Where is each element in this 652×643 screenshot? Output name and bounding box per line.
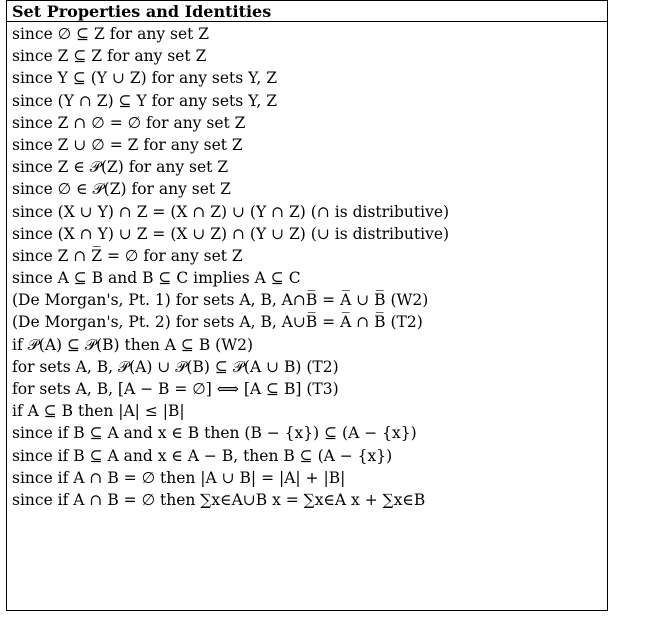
table-row: since Z ⊆ Z for any set Z xyxy=(12,47,207,66)
table-row: (De Morgan's, Pt. 1) for sets A, B, A∩B̅ = A̅ ∪ B̅ (W2) xyxy=(12,291,429,310)
table-row: since (X ∪ Y) ∩ Z = (X ∩ Z) ∪ (Y ∩ Z) (∩ is distributive) xyxy=(12,202,450,221)
table-row: since Z ∩ Z̅ = ∅ for any set Z xyxy=(12,246,243,265)
table-row: since Z ∪ ∅ = Z for any set Z xyxy=(12,135,243,154)
table-row: for sets A, B, [A − B = ∅] ⟺ [A ⊆ B] (T3) xyxy=(12,380,339,398)
table-row: since (Y ∩ Z) ⊆ Y for any sets Y, Z xyxy=(12,91,278,110)
table-row: for sets A, B, 𝒫(A) ∪ 𝒫(B) ⊆ 𝒫(A ∪ B) (T2) xyxy=(12,357,339,376)
table-row: since if B ⊆ A and x ∈ B then (B − {x}) ⊆ (A − {x}) xyxy=(12,424,417,443)
table-row: since Z ∈ 𝒫(Z) for any set Z xyxy=(12,158,229,177)
table-row: since ∅ ∈ 𝒫(Z) for any set Z xyxy=(12,180,231,199)
table-row: since if A ∩ B = ∅ then ∑x∈A∪B x = ∑x∈A x + ∑x∈B xyxy=(12,490,426,509)
table-row: if A ⊆ B then |A| ≤ |B| xyxy=(12,402,185,421)
table-row: since Y ⊆ (Y ∪ Z) for any sets Y, Z xyxy=(12,69,278,88)
table-body xyxy=(7,22,607,511)
table-row: since (X ∩ Y) ∪ Z = (X ∪ Z) ∩ (Y ∪ Z) (∪ is distributive) xyxy=(12,224,450,243)
table-row: (De Morgan's, Pt. 2) for sets A, B, A∪B̅ = A̅ ∩ B̅ (T2) xyxy=(12,313,423,332)
table-row: since if A ∩ B = ∅ then |A ∪ B| = |A| + |B| xyxy=(12,468,346,487)
table-row: since Z ∩ ∅ = ∅ for any set Z xyxy=(12,113,246,132)
table-title: Set Properties and Identities xyxy=(7,1,607,22)
set-properties-table xyxy=(6,0,608,611)
table-row: since ∅ ⊆ Z for any set Z xyxy=(12,25,210,43)
table-row: since A ⊆ B and B ⊆ C implies A ⊆ C xyxy=(12,269,301,288)
table-row: since if B ⊆ A and x ∈ A − B, then B ⊆ (A − {x}) xyxy=(12,446,393,465)
table-row: if 𝒫(A) ⊆ 𝒫(B) then A ⊆ B (W2) xyxy=(12,335,254,354)
